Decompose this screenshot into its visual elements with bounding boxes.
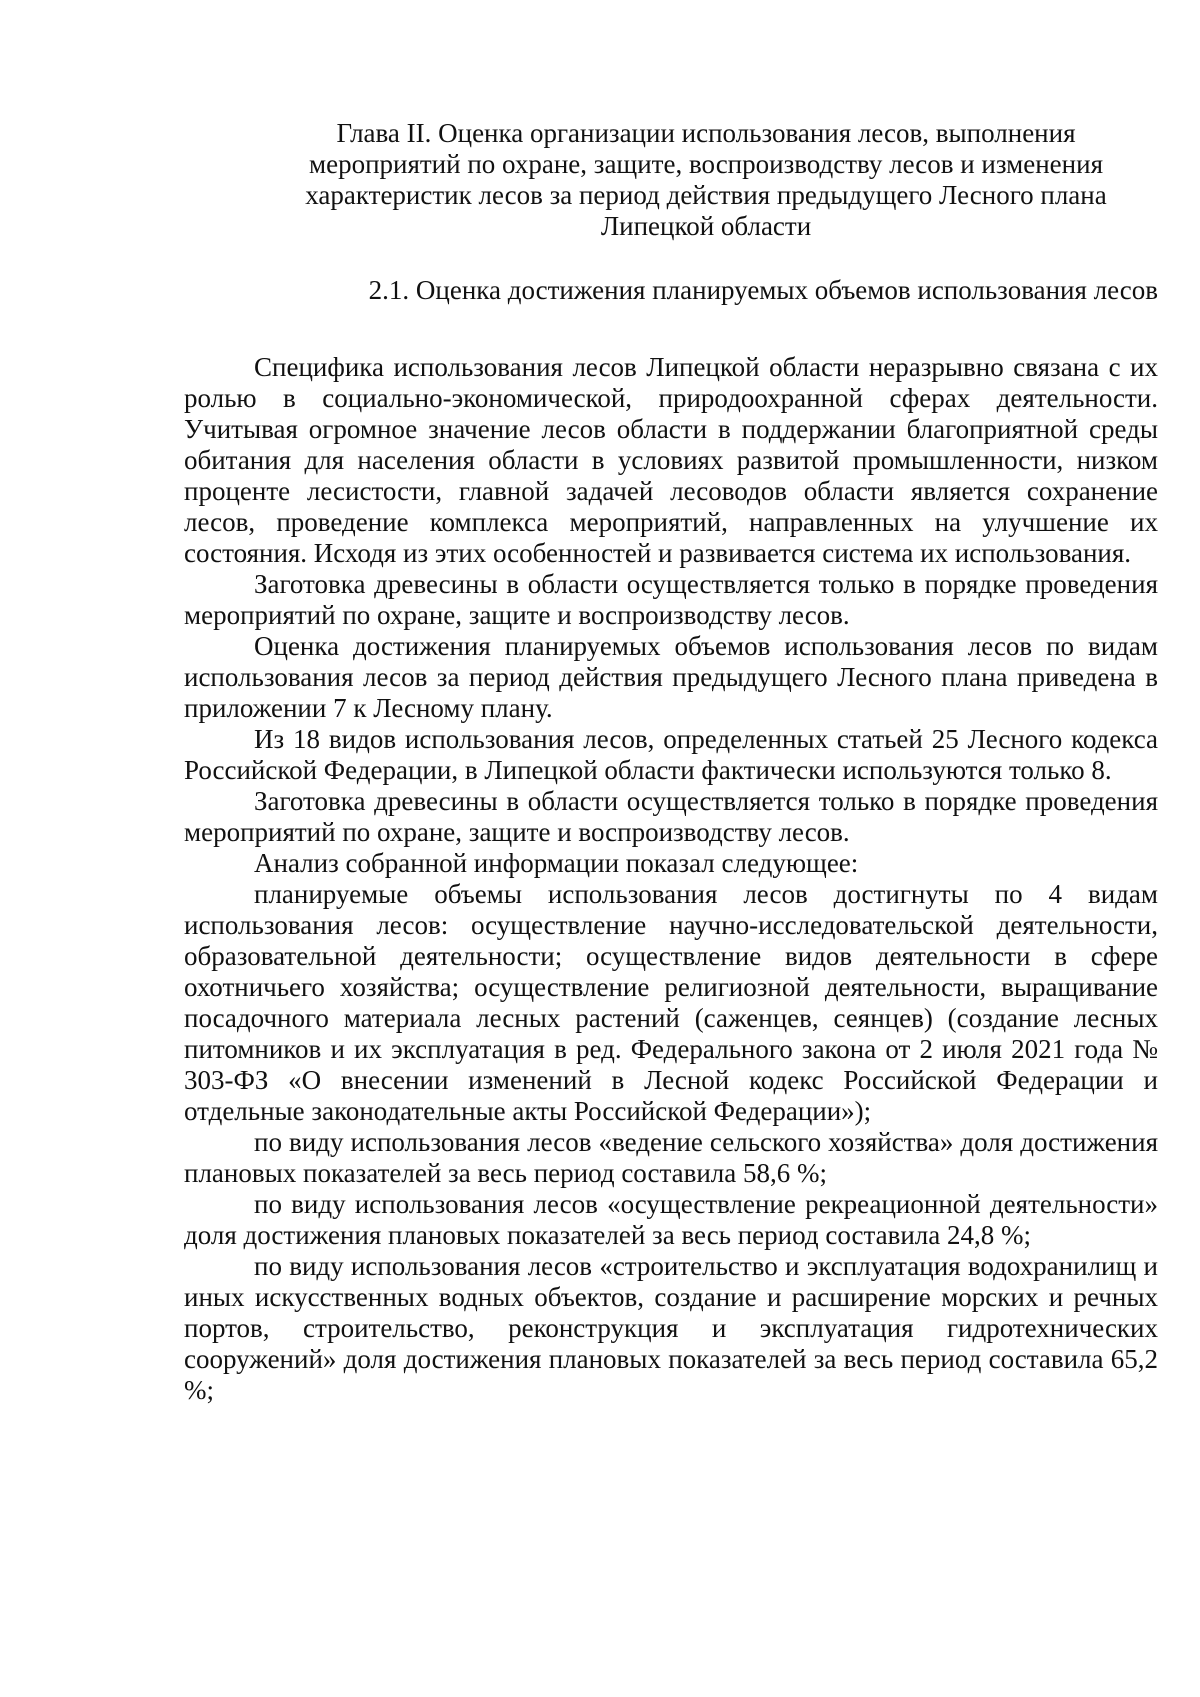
body-paragraph: Оценка достижения планируемых объемов использования лесов по видам использования лесов за период действия предыдущего Лесного плана приведена в приложении 7 к Лесному плану. xyxy=(184,631,1158,723)
list-item: по виду использования лесов «строительство и эксплуатация водохранилищ и иных искусственных водных объектов, создание и расширение морских и речных портов, строительство, реконструкция и эксплуатация гидротехнических сооружений» доля достижения плановых показателей за весь период составила 65,2 %; xyxy=(184,1251,1158,1405)
list-item: по виду использования лесов «осуществление рекреационной деятельности» доля достижения плановых показателей за весь период составила 24,8 %; xyxy=(184,1189,1158,1250)
list-item: по виду использования лесов «ведение сельского хозяйства» доля достижения плановых показателей за весь период составила 58,6 %; xyxy=(184,1127,1158,1188)
chapter-title-line: Липецкой области xyxy=(600,211,812,241)
body-paragraph: Заготовка древесины в области осуществляется только в порядке проведения мероприятий по охране, защите и воспроизводству лесов. xyxy=(184,569,1158,630)
body-paragraph: Из 18 видов использования лесов, определенных статьей 25 Лесного кодекса Российской Федерации, в Липецкой области фактически используются только 8. xyxy=(184,724,1158,785)
body-paragraph: Анализ собранной информации показал следующее: xyxy=(254,848,859,878)
chapter-title xyxy=(184,118,1158,242)
document-body xyxy=(184,352,1158,1406)
chapter-title-line: характеристик лесов за период действия предыдущего Лесного плана xyxy=(305,180,1107,210)
chapter-title-line: Глава II. Оценка организации использования лесов, выполнения xyxy=(336,118,1076,148)
body-paragraph: Заготовка древесины в области осуществляется только в порядке проведения мероприятий по охране, защите и воспроизводству лесов. xyxy=(184,786,1158,847)
body-paragraph: Специфика использования лесов Липецкой области неразрывно связана с их ролью в социально-экономической, природоохранной сферах деятельности. Учитывая огромное значение лесов области в поддержании благоприятной среды обитания для населения области в условиях развитой промышленности, низком проценте лесистости, главной задачей лесоводов области является сохранение лесов, проведение комплекса мероприятий, направленных на улучшение их состояния. Исходя из этих особенностей и развивается система их использования. xyxy=(184,352,1158,568)
chapter-title-line: мероприятий по охране, защите, воспроизводству лесов и изменения xyxy=(309,149,1103,179)
page-content xyxy=(184,118,1158,1406)
list-item: планируемые объемы использования лесов достигнуты по 4 видам использования лесов: осуществление научно-исследовательской деятельности, образовательной деятельности; осуществление видов деятельности в сфере охотничьего хозяйства; осуществление религиозной деятельности, выращивание посадочного материала лесных растений (саженцев, сеянцев) (создание лесных питомников и их эксплуатация в ред. Федерального закона от 2 июля 2021 года № 303-ФЗ «О внесении изменений в Лесной кодекс Российской Федерации и отдельные законодательные акты Российской Федерации»); xyxy=(184,879,1158,1126)
section-title: 2.1. Оценка достижения планируемых объемов использования лесов xyxy=(368,275,1158,305)
